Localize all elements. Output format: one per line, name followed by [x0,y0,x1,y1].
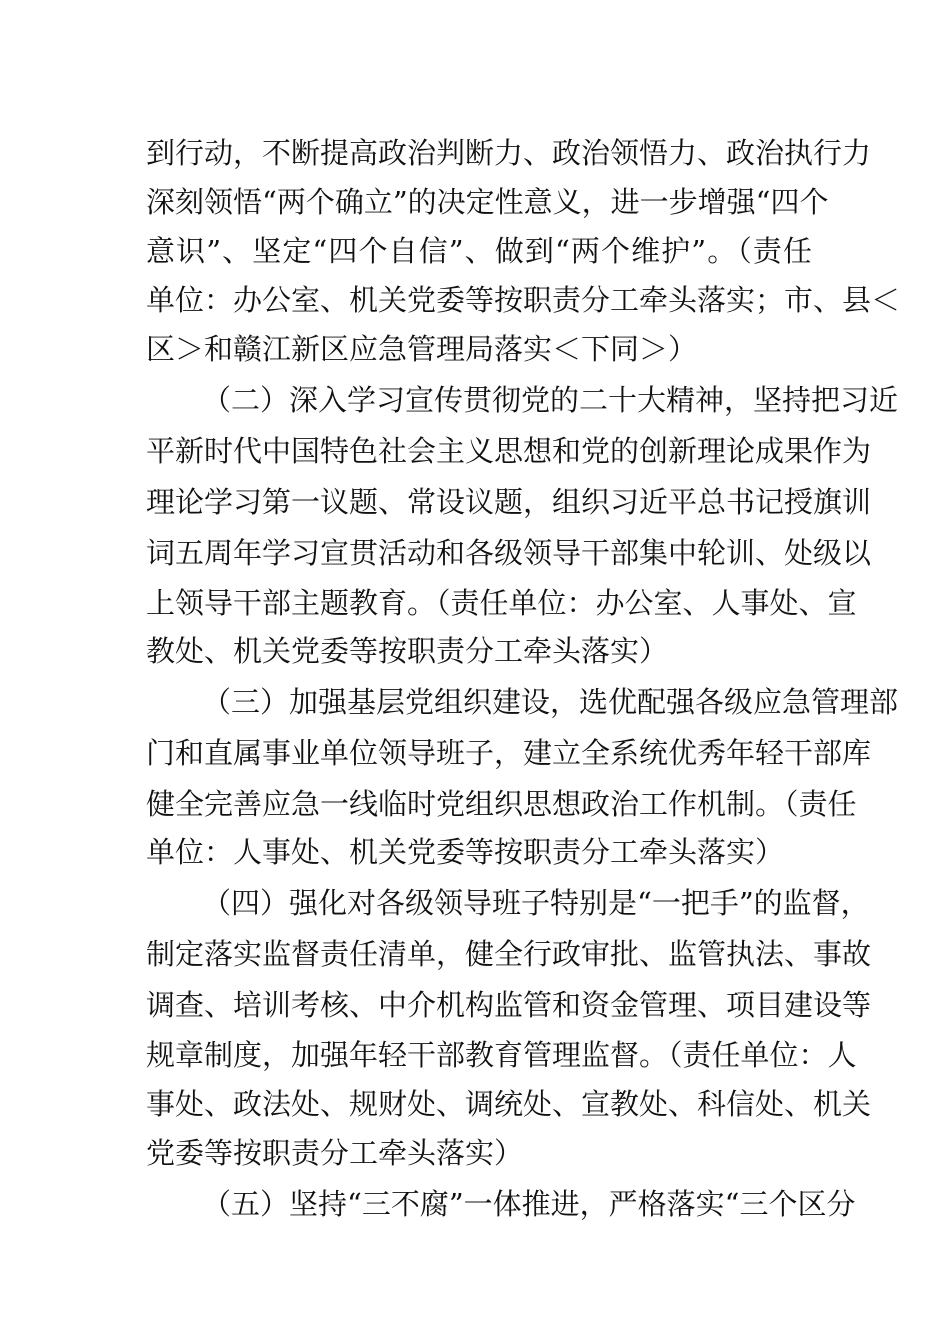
body-line-3: 意识”、坚定“四个自信”、做到“两个维护”。（责任 [146,234,812,268]
paragraph-4-line-1: （四）强化对各级领导班子特别是“一把手”的监督， [202,886,870,920]
paragraph-4-line-2: 制定落实监督责任清单，健全行政审批、监管执法、事故 [146,937,872,971]
paragraph-5-line-1: （五）坚持“三不腐”一体推进，严格落实“三个区分 [202,1187,856,1221]
paragraph-2-line-1: （二）深入学习宣传贯彻党的二十大精神，坚持把习近 [202,383,899,417]
paragraph-2-line-6: 教处、机关党委等按职责分工牵头落实） [146,634,669,668]
paragraph-4-line-5: 事处、政法处、规财处、调统处、宣教处、科信处、机关 [146,1087,872,1121]
paragraph-3-line-3: 健全完善应急一线临时党组织思想政治工作机制。（责任 [146,787,857,821]
paragraph-2-line-3: 理论学习第一议题、常设议题，组织习近平总书记授旗训 [146,485,872,519]
paragraph-2-line-2: 平新时代中国特色社会主义思想和党的创新理论成果作为 [146,434,872,468]
body-line-1: 到行动，不断提高政治判断力、政治领悟力、政治执行力 [146,136,872,170]
paragraph-4-line-6: 党委等按职责分工牵头落实） [146,1136,524,1170]
paragraph-3-line-4: 单位：人事处、机关党委等按职责分工牵头落实） [146,835,785,869]
body-line-4: 单位：办公室、机关党委等按职责分工牵头落实；市、县＜ [146,283,901,317]
paragraph-3-line-1: （三）加强基层党组织建设，选优配强各级应急管理部 [202,685,899,719]
paragraph-3-line-2: 门和直属事业单位领导班子，建立全系统优秀年轻干部库 [146,736,872,770]
body-line-2: 深刻领悟“两个确立”的决定性意义，进一步增强“四个 [146,185,829,219]
paragraph-2-line-4: 词五周年学习宣贯活动和各级领导干部集中轮训、处级以 [146,536,872,570]
paragraph-4-line-4: 规章制度，加强年轻干部教育管理监督。（责任单位：人 [146,1038,857,1072]
body-line-5: 区＞和赣江新区应急管理局落实＜下同＞） [146,332,698,366]
paragraph-2-line-5: 上领导干部主题教育。（责任单位：办公室、人事处、宣 [146,586,857,620]
paragraph-4-line-3: 调查、培训考核、中介机构监管和资金管理、项目建设等 [146,988,872,1022]
